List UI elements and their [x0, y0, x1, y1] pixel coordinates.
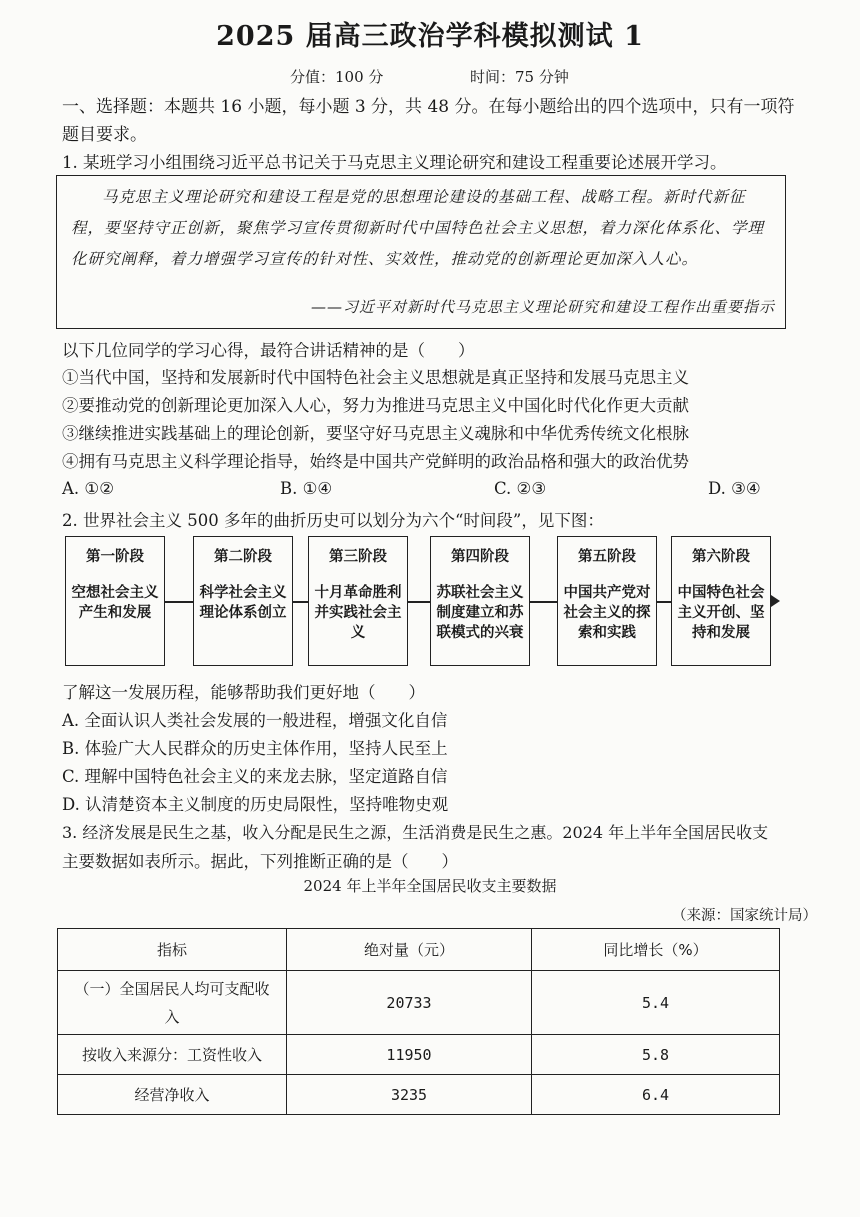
section-heading-line2: 题目要求。	[62, 125, 147, 145]
q2-option-a[interactable]: A. 全面认识人类社会发展的一般进程，增强文化自信	[62, 711, 448, 730]
stage-body: 空想社会主义产生和发展	[71, 585, 159, 621]
time-info: 时间：75 分钟	[470, 68, 569, 86]
q2-option-c[interactable]: C. 理解中国特色社会主义的来龙去脉，坚定道路自信	[62, 767, 448, 786]
table-header-cell: 指标	[58, 929, 287, 971]
stage-title: 第三阶段	[329, 549, 387, 565]
table-cell-amount: 3235	[287, 1075, 532, 1115]
q2-stem: 2. 世界社会主义 500 多年的曲折历史可以划分为六个“时间段”，见下图：	[62, 511, 604, 530]
q1-item-2: ②要推动党的创新理论更加深入人心，努力为推进马克思主义中国化时代化作更大贡献	[62, 396, 689, 415]
q1-option-b[interactable]: B. ①④	[280, 479, 333, 498]
q2-question: 了解这一发展历程，能够帮助我们更好地（ ）	[62, 683, 425, 702]
stage-title: 第二阶段	[214, 549, 272, 565]
data-table	[57, 928, 780, 1115]
q1-item-1: ①当代中国，坚持和发展新时代中国特色社会主义思想就是真正坚持和发展马克思主义	[62, 368, 689, 387]
q2-option-d[interactable]: D. 认清楚资本主义制度的历史局限性，坚持唯物史观	[62, 795, 449, 814]
stage-body: 科学社会主义理论体系创立	[199, 585, 287, 621]
stage-connector	[530, 601, 557, 603]
stage-body: 中国共产党对社会主义的探索和实践	[563, 585, 651, 641]
stage-body: 苏联社会主义制度建立和苏联模式的兴衰	[436, 585, 524, 641]
stage-connector	[165, 601, 193, 603]
table-cell-growth: 5.8	[532, 1035, 780, 1075]
table-title: 2024 年上半年全国居民收支主要数据	[303, 877, 557, 895]
q1-item-4: ④拥有马克思主义科学理论指导，始终是中国共产党鲜明的政治品格和强大的政治优势	[62, 452, 689, 471]
table-row	[58, 1075, 780, 1115]
stage-title: 第四阶段	[451, 549, 509, 565]
q3-stem-line2: 主要数据如表所示。据此，下列推断正确的是（ ）	[62, 852, 458, 871]
table-row	[58, 971, 780, 1035]
stage-body: 中国特色社会主义开创、坚持和发展	[677, 585, 765, 641]
q3-stem-line1: 3. 经济发展是民生之基，收入分配是民生之源，生活消费是民生之惠。2024 年上半年全国居民收支	[62, 823, 769, 842]
q2-option-b[interactable]: B. 体验广大人民群众的历史主体作用，坚持人民至上	[62, 739, 448, 758]
stage-connector	[293, 601, 308, 603]
q1-option-a[interactable]: A. ①②	[62, 479, 114, 498]
stage-box-5	[557, 536, 657, 666]
table-cell-amount: 11950	[287, 1035, 532, 1075]
table-cell-growth: 6.4	[532, 1075, 780, 1115]
stage-connector	[408, 601, 430, 603]
score-info: 分值：100 分	[290, 68, 384, 86]
table-source: （来源：国家统计局）	[672, 908, 817, 924]
q1-quote-box	[56, 175, 786, 329]
arrow-right-icon	[771, 595, 780, 607]
stage-box-6	[671, 536, 771, 666]
q1-quote-text: 马克思主义理论研究和建设工程是党的思想理论建设的基础工程、战略工程。新时代新征程，要坚持守正创新，聚焦学习宣传贯彻新时代中国特色社会主义思想，着力深化体系化、学理化研究阐释，着力增强学习宣传的针对性、实效性，推动党的创新理论更加深入人心。	[71, 188, 765, 268]
table-cell-label: （一）全国居民人均可支配收入	[58, 971, 287, 1035]
table-header-cell: 绝对量（元）	[287, 929, 532, 971]
stage-title: 第五阶段	[578, 549, 636, 565]
stage-body: 十月革命胜利并实践社会主义	[314, 585, 402, 641]
table-cell-label: 经营净收入	[58, 1075, 287, 1115]
stage-box-3	[308, 536, 408, 666]
stage-title: 第六阶段	[692, 549, 750, 565]
page-title: 2025 届高三政治学科模拟测试 1	[216, 21, 644, 52]
q1-item-3: ③继续推进实践基础上的理论创新，要坚守好马克思主义魂脉和中华优秀传统文化根脉	[62, 424, 689, 443]
stage-box-1	[65, 536, 165, 666]
q1-question: 以下几位同学的学习心得，最符合讲话精神的是（ ）	[62, 341, 475, 360]
table-cell-amount: 20733	[287, 971, 532, 1035]
q1-stem: 1. 某班学习小组围绕习近平总书记关于马克思主义理论研究和建设工程重要论述展开学习。	[62, 153, 727, 172]
stage-box-4	[430, 536, 530, 666]
stage-connector	[657, 601, 671, 603]
table-row	[58, 1035, 780, 1075]
table-cell-growth: 5.4	[532, 971, 780, 1035]
q1-option-d[interactable]: D. ③④	[708, 479, 761, 498]
q1-option-c[interactable]: C. ②③	[494, 479, 547, 498]
table-cell-label: 按收入来源分：工资性收入	[58, 1035, 287, 1075]
stage-title: 第一阶段	[86, 549, 144, 565]
section-heading-line1: 一、选择题：本题共 16 小题，每小题 3 分，共 48 分。在每小题给出的四个选项中，只有一项符	[62, 97, 795, 117]
q1-quote-source: ——习近平对新时代马克思主义理论研究和建设工程作出重要指示	[310, 298, 775, 316]
stage-box-2	[193, 536, 293, 666]
table-header-row	[58, 929, 780, 971]
table-header-cell: 同比增长（%）	[532, 929, 780, 971]
